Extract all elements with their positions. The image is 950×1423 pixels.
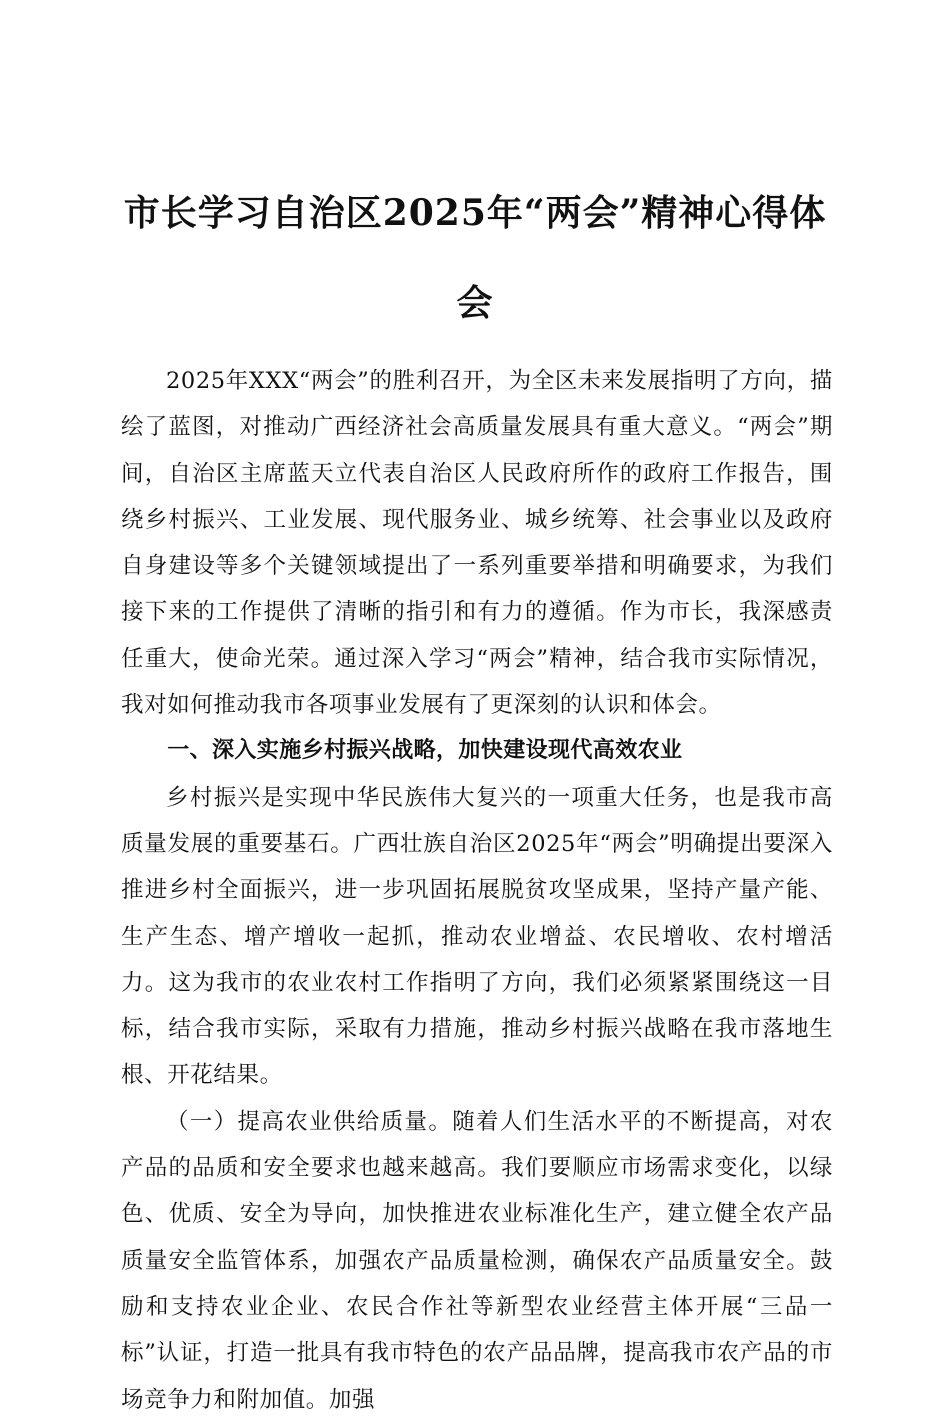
subsection-1-paragraph xyxy=(121,1099,833,1423)
intro-paragraph: 2025年XXX“两会”的胜利召开，为全区未来发展指明了方向，描绘了蓝图，对推动广西经济社会高质量发展具有重大意义。“两会”期间，自治区主席蓝天立代表自治区人民政府所作的政府工作报告，围绕乡村振兴、工业发展、现代服务业、城乡统筹、社会事业以及政府自身建设等多个关键领域提出了一系列重要举措和明确要求，为我们接下来的工作提供了清晰的指引和有力的遵循。作为市长，我深感责任重大，使命光荣。通过深入学习“两会”精神，结合我市实际情况，我对如何推动我市各项事业发展有了更深刻的认识和体会。 xyxy=(121,368,833,719)
document-title: 市长学习自治区2025年“两会”精神心得体会 xyxy=(123,192,827,324)
section-heading-1: 一、深入实施乡村振兴战略，加快建设现代高效农业 xyxy=(167,738,683,764)
section-1-paragraph: 乡村振兴是实现中华民族伟大复兴的一项重大任务，也是我市高质量发展的重要基石。广西壮族自治区2025年“两会”明确提出要深入推进乡村全面振兴，进一步巩固拓展脱贫攻坚成果，坚持产量产能、生产生态、增产增收一起抓，推动农业增益、农民增收、农村增活力。这为我市的农业农村工作指明了方向，我们必须紧紧围绕这一目标，结合我市实际，采取有力措施，推动乡村振兴战略在我市落地生根、开花结果。 xyxy=(121,784,833,1089)
subsection-1-lead: （一）提高农业供给质量。 xyxy=(166,1108,453,1135)
document-body xyxy=(121,358,833,1423)
subsection-1-text: 随着人们生活水平的不断提高，对农产品的品质和安全要求也越来越高。我们要顺应市场需求变化，以绿色、优质、安全为导向，加快推进农业标准化生产，建立健全农产品质量安全监管体系，加强农产品质量检测，确保农产品质量安全。鼓励和支持农业企业、农民合作社等新型农业经营主体开展“三品一标”认证，打造一批具有我市特色的农产品品牌，提高我市农产品的市场竞争力和附加值。加强 xyxy=(121,1108,834,1413)
